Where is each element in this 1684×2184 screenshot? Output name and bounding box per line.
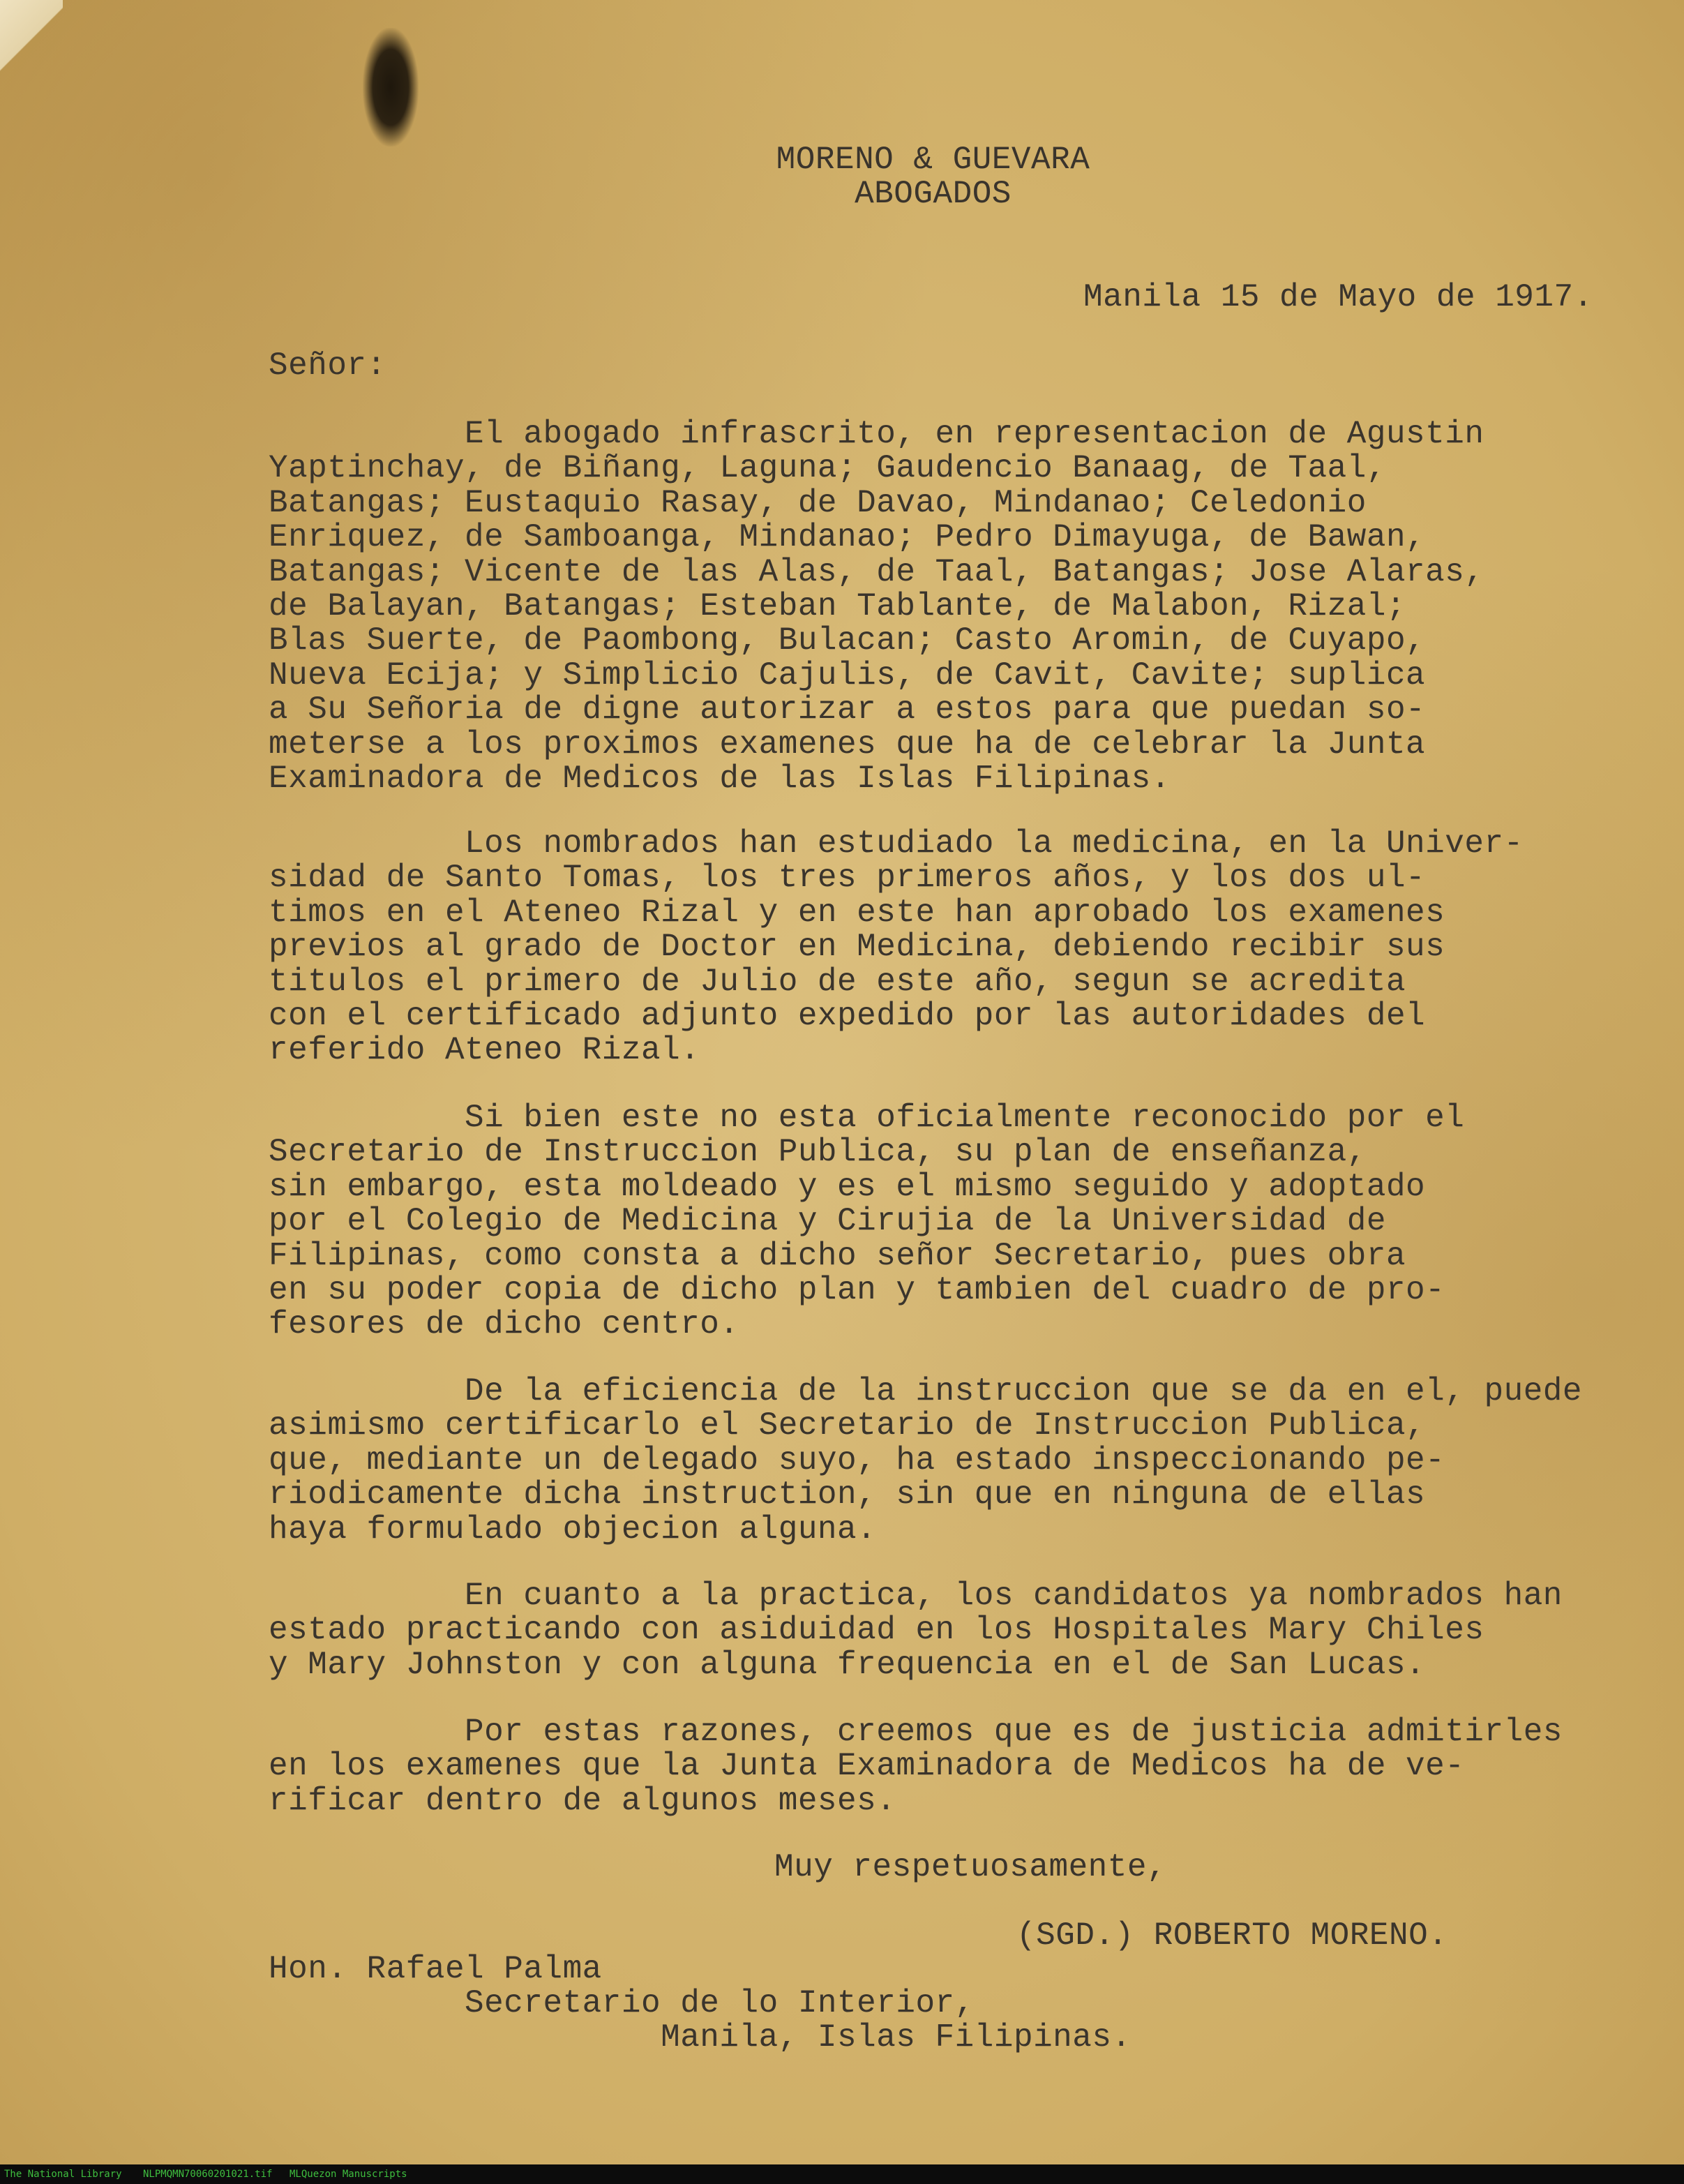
address-line: Secretario de lo Interior, (269, 1985, 975, 2021)
paragraph-practice: En cuanto a la practica, los candidatos ya nombrados han estado practicando con asiduidad en los Hospitales Mary Chiles y Mary Johnston y con alguna frequencia en el de San Lucas. (269, 1578, 1563, 1683)
torn-corner (0, 0, 63, 112)
footer-file-id: NLPMQMN70060201021.tif (143, 2169, 273, 2180)
ink-blot (363, 28, 419, 147)
salutation: Señor: (269, 347, 386, 384)
paragraph-reasons: Por estas razones, creemos que es de justicia admitirles en los examenes que la Junta Examinadora de Medicos ha de ve- rificar dentro de algunos meses. (269, 1714, 1563, 1819)
footer-library: The National Library (4, 2169, 122, 2180)
footer-collection: MLQuezon Manuscripts (290, 2169, 407, 2180)
signature: (SGD.) ROBERTO MORENO. (1016, 1917, 1448, 1954)
paragraph-plan: Si bien este no esta oficialmente reconocido por el Secretario de Instruccion Publica, su plan de enseñanza, sin embargo, esta moldeado y es el mismo seguido y adoptado por el Colegio de Medicina y Cirujia de la Universidad de Filipinas, como consta a dicho señor Secretario, pues obra en su poder copia de dicho plan y tambien del cuadro de pro- fesores de dicho centro. (269, 1100, 1465, 1343)
letterhead-subtitle: ABOGADOS (855, 176, 1012, 212)
paragraph-efficiency: De la eficiencia de la instruccion que se da en el, puede asimismo certificarlo el Secretario de Instruccion Publica, que, mediante un delegado suyo, ha estado inspeccionando pe- riodicamente dicha instruction, sin que en ninguna de ellas haya formulado objecion alguna. (269, 1373, 1583, 1548)
address-line: Hon. Rafael Palma (269, 1951, 602, 1987)
letterhead-firm: MORENO & GUEVARA (776, 142, 1090, 178)
scan-footer (0, 2164, 1684, 2184)
closing: Muy respetuosamente, (774, 1849, 1167, 1885)
paragraph-petition: El abogado infrascrito, en representacion de Agustin Yaptinchay, de Biñang, Laguna; Gaudencio Banaag, de Taal, Batangas; Eustaquio Rasay, de Davao, Mindanao; Celedonio Enriquez, de Samboanga, Mindanao; Pedro Dimayuga, de Bawan, Batangas; Vicente de las Alas, de Taal, Batangas; Jose Alaras, de Balayan, Batangas; Esteban Tablante, de Malabon, Rizal; Blas Suerte, de Paombong, Bulacan; Casto Aromin, de Cuyapo, Nueva Ecija; y Simplicio Cajulis, de Cavit, Cavite; suplica a Su Señoria de digne autorizar a estos para que puedan so- meterse a los proximos examenes que ha de celebrar la Junta Examinadora de Medicos de las Islas Filipinas. (269, 416, 1484, 798)
paragraph-studies: Los nombrados han estudiado la medicina, en la Univer- sidad de Santo Tomas, los tres primeros años, y los dos ul- timos en el Ateneo Rizal y en este han aprobado los examenes previos al grado de Doctor en Medicina, debiendo recibir sus titulos el primero de Julio de este año, segun se acredita con el certificado adjunto expedido por las autoridades del referido Ateneo Rizal. (269, 825, 1524, 1069)
date-line: Manila 15 de Mayo de 1917. (1083, 279, 1593, 315)
address-line: Manila, Islas Filipinas. (269, 2019, 1132, 2056)
